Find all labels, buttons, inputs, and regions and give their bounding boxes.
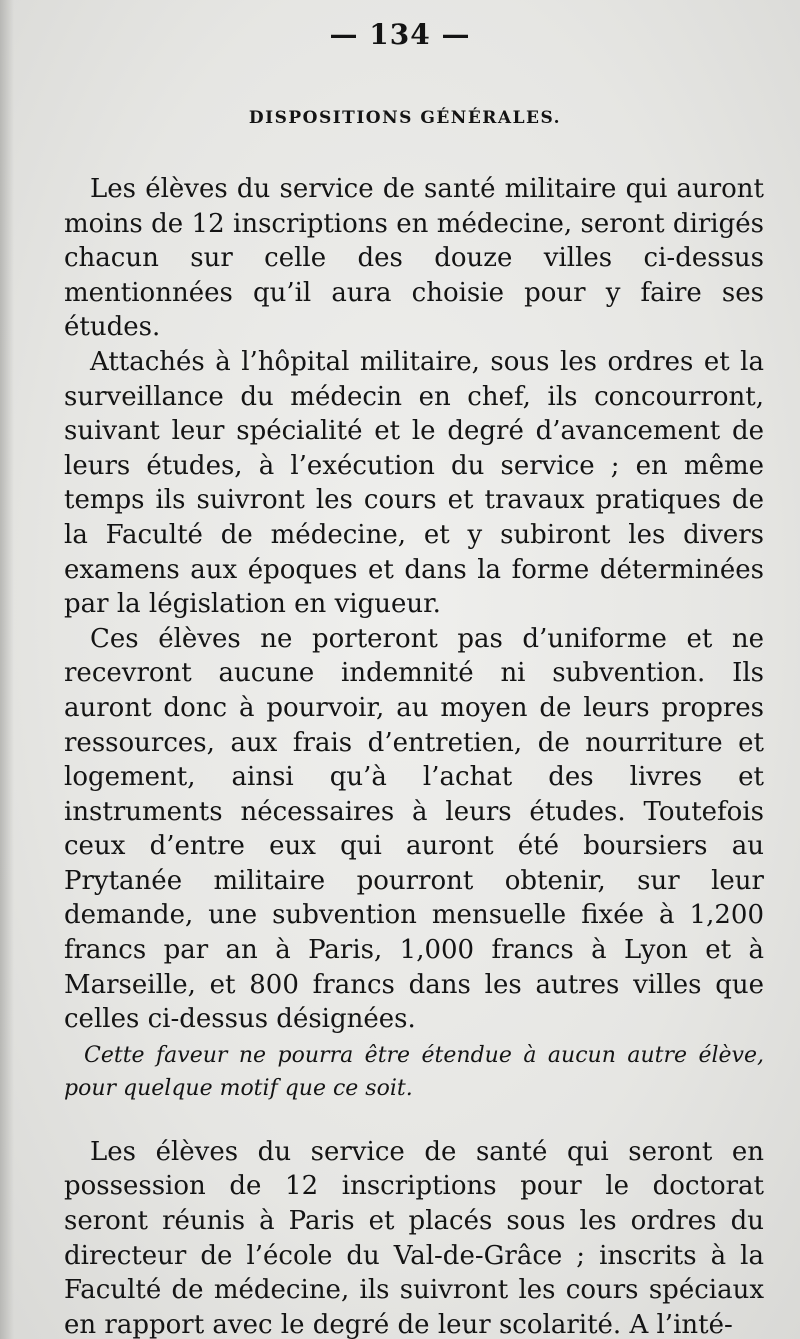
paragraph-hospital-attachment: Attachés à l’hôpital militaire, sous les ordres et la surveillance du médecin en chef, ils concourront, suivant leur spécialité et le degré d’avancement de leurs études, à l’exécution du service ; en même temps ils suivront les cours et travaux pratiques de la Faculté de médecine, et y subiront les divers examens aux époques et dans la forme déterminées par la législation en vigueur. [64, 346, 764, 620]
paragraph-paris-reunion: Les élèves du service de santé qui seront en possession de 12 inscriptions pour le doctorat seront réunis à Paris et placés sous les ordres du directeur de l’école du Val-de-Grâce ; inscrits à la Faculté de médecine, ils suivront les cours spéciaux en rapport avec le degré de leur scolarité. A l’inté- [64, 1136, 764, 1339]
page-number: — 134 — [329, 18, 471, 51]
section-heading: DISPOSITIONS GÉNÉRALES. [248, 108, 562, 128]
page-gutter-shadow [0, 0, 14, 1339]
paragraph-student-assignment: Les élèves du service de santé militaire qui auront moins de 12 inscriptions en médecine, seront dirigés chacun sur celle des douze villes ci-dessus mentionnées qu’il aura choisie pour y faire ses études. [64, 174, 764, 343]
body-text [64, 172, 764, 1339]
paragraph-no-uniform-subsidy: Ces élèves ne porteront pas d’uniforme et ne recevront aucune indemnité ni subvention. Ils auront donc à pourvoir, au moyen de leurs propres ressources, aux frais d’entretien, de nourriture et logement, ainsi qu’à l’achat des livres et instruments nécessaires à leurs études. Toutefois ceux d’entre eux qui auront été boursiers au Prytanée militaire pourront obtenir, sur leur demande, une subvention mensuelle fixée à 1,200 francs par an à Paris, 1,000 francs à Lyon et à Marseille, et 800 francs dans les autres villes que celles ci-dessus désignées. [64, 623, 764, 1035]
paragraph-italic-note: Cette faveur ne pourra être étendue à aucun autre élève, pour quelque motif que ce soit. [64, 1042, 764, 1101]
